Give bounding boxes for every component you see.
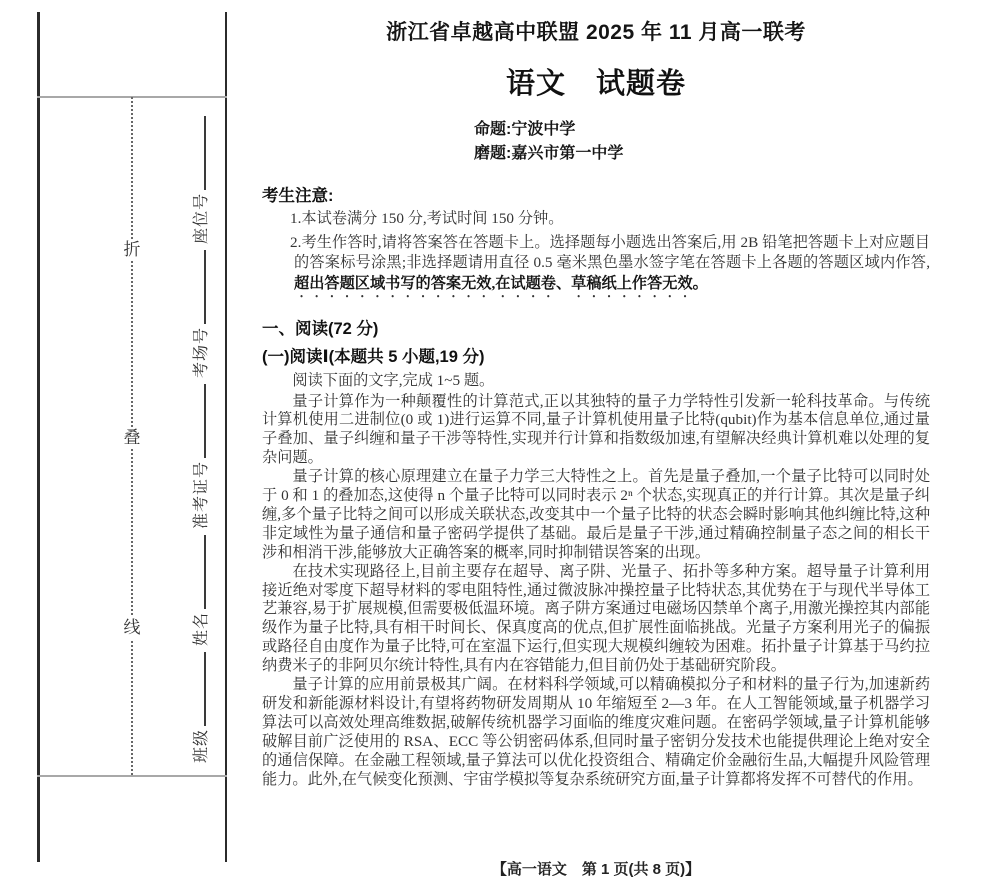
- seal-inner-line: [225, 12, 227, 862]
- seal-outer-line: [37, 12, 40, 862]
- reading-instruction: 阅读下面的文字,完成 1~5 题。: [292, 371, 495, 389]
- setter-line: 命题:宁波中学: [474, 121, 576, 138]
- notice-item-2-emphasis: 超出答题区域书写的答案无效,在试题卷、草稿纸上作答无效。: [294, 274, 708, 292]
- passage-paragraph-2: 量子计算的核心原理建立在量子力学三大特性之上。首先是量子叠加,一个量子比特可以同时处于 0 和 1 的叠加态,这使得 n 个量子比特可以同时表示 2ⁿ 个状态,实现真正的并行计算。其次是量子纠缠,多个量子比特之间可以形成关联状态,改变其中一个量子比特的状态会瞬时影响其他纠缠比特,这种非定域性为量子通信和量子密码学提供了基础。最后是量子干涉,通过精确控制量子态之间的相长干涉和相消干涉,能够放大正确答案的概率,同时抑制错误答案的出现。: [262, 468, 930, 561]
- passage-paragraph-4: 量子计算的应用前景极其广阔。在材料科学领域,可以精确模拟分子和材料的量子行为,加速新药研发和新能源材料设计,有望将药物研发周期从 10 年缩短至 2—3 年。在人工智能领域,量子机器学习算法可以高效处理高维数据,破解传统机器学习面临的维度灾难问题。在密码学领域,量子计算机能够破解目前广泛使用的 RSA、ECC 等公钥密码体系,但同时量子密钥分发技术也能提供理论上绝对安全的通信保障。在金融工程领域,量子算法可以优化投资组合、精确定价金融衍生品,大幅提升风险管理能力。此外,在气候变化预测、宇宙学模拟等复杂系统研究方面,量子计算都将发挥不可替代的作用。: [262, 676, 930, 788]
- section-sub-heading: (一)阅读Ⅰ(本题共 5 小题,19 分): [262, 347, 485, 366]
- passage-paragraph-3: 在技术实现路径上,目前主要存在超导、离子阱、光量子、拓扑等多种方案。超导量子计算利用接近绝对零度下超导材料的零电阻特性,通过微波脉冲操控量子比特状态,其优势在于与现代半导体工艺兼容,易于扩展规模,但需要极低温环境。离子阱方案通过电磁场囚禁单个离子,用激光操控其内部能级作为量子比特,具有相干时间长、保真度高的优点,但扩展性面临挑战。光量子方案利用光子的偏振或路径自由度作为量子比特,可在室温下运行,但实现大规模纠缠较为困难。拓扑量子计算基于马约拉纳费米子的非阿贝尔统计特性,具有内在容错能力,但目前仍处于基础研究阶段。: [262, 562, 930, 675]
- notice-item-2: [262, 233, 930, 301]
- passage-paragraph-1: 量子计算作为一种颠覆性的计算范式,正以其独特的量子力学特性引发新一轮科技革命。与传统计算机使用二进制位(0 或 1)进行运算不同,量子计算机使用量子比特(qubit)作为基本信息单位,通过量子叠加、量子纠缠和量子干涉等特性,实现并行计算和指数级加速,有望解决经典计算机难以处理的复杂问题。: [262, 392, 930, 467]
- exam-setters: [474, 118, 930, 166]
- notice-heading: 考生注意:: [262, 187, 334, 205]
- subject-title: 语文 试题卷: [505, 68, 686, 100]
- field-label-seat-number: 座位号: [193, 192, 210, 244]
- field-label-class: 班级: [193, 728, 210, 763]
- field-blank-admission-number: [189, 384, 206, 458]
- field-blank-name: [189, 535, 206, 609]
- field-label-name: 姓名: [193, 611, 210, 646]
- exam-title: 浙江省卓越高中联盟 2025 年 11 月高一联考: [386, 21, 806, 44]
- field-blank-seat-number: [189, 116, 206, 190]
- page-footer: 【高一语文 第 1 页(共 8 页)】: [491, 861, 701, 878]
- fold-char-zhe: 折: [121, 239, 143, 261]
- notice-item-2-text: 2.考生作答时,请将答案答在答题卡上。选择题每小题选出答案后,用 2B 铅笔把答题卡上对应题目的答案标号涂黑;非选择题请用直径 0.5 毫米黑色墨水签字笔在答题卡上各题的答题区域内作答,: [290, 233, 930, 271]
- seal-student-fields: [188, 113, 212, 763]
- section-part-heading: 一、阅读(72 分): [262, 319, 379, 338]
- field-label-exam-room: 考场号: [193, 326, 210, 378]
- fold-char-xian: 线: [121, 617, 143, 639]
- field-blank-class: [189, 652, 206, 726]
- exam-content: [262, 12, 930, 790]
- candidate-notice: [262, 182, 930, 301]
- field-blank-exam-room: [189, 250, 206, 324]
- fold-char-die: 叠: [121, 427, 143, 449]
- seal-bottom-line: [37, 775, 227, 777]
- reviewer-line: 磨题:嘉兴市第一中学: [474, 145, 624, 162]
- field-label-admission-number: 准考证号: [193, 460, 210, 529]
- notice-item-1: 1.本试卷满分 150 分,考试时间 150 分钟。: [290, 210, 564, 227]
